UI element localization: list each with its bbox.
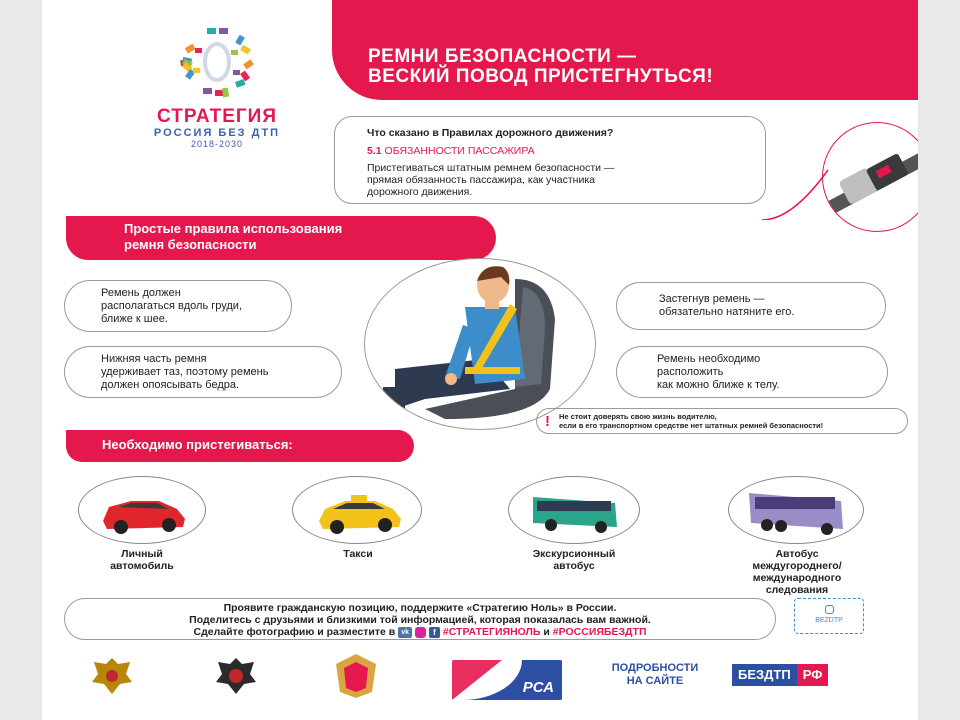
caption-car-l2: автомобиль [110,560,174,572]
logo-title: СТРАТЕГИЯ [157,106,277,127]
rules-section [367,145,733,157]
passenger-seat-icon [365,259,596,430]
tip-tighten [616,282,886,330]
warning-l2: если в его транспортном средстве нет штатных ремней безопасности! [559,421,824,430]
tip-hips-l2: удерживает таз, поэтому ремень [101,365,269,378]
qr-block[interactable] [794,598,864,634]
seatbelt-buckle-illustration [822,122,918,232]
rsa-logo [452,660,562,700]
caption-intercity-l4: следования [765,584,829,596]
footer-l3-row [65,626,775,638]
tip-hips-l3: должен опоясывать бедра. [101,378,240,391]
tip-chest [64,280,292,332]
simple-rules-heading [66,216,496,260]
more-info-l1: ПОДРОБНОСТИ [611,662,699,674]
rules-box [334,116,766,204]
tip-chest-l1: Ремень должен [101,286,181,299]
tip-tighten-l2: обязательно натяните его. [659,306,795,318]
tip-close-l1: Ремень необходимо [657,352,761,365]
passenger-illustration [364,258,596,430]
strategy-logo [122,22,312,149]
emblem-eagle-icon-1 [90,654,134,698]
rules-text-l2: прямая обязанность пассажира, как участника [367,174,595,186]
caption-excursion-l1: Экскурсионный [532,548,616,560]
rules-section-title: ОБЯЗАННОСТИ ПАССАЖИРА [384,145,535,157]
caption-intercity-l1: Автобус [775,548,819,560]
caption-intercity-l3: международного [752,572,842,584]
warning-l1: Не стоит доверять свою жизнь водителю, [559,412,717,421]
must-buckle-heading [66,430,414,462]
header-banner [332,0,918,100]
more-info[interactable] [590,662,720,688]
site-link-name: БЕЗДТП [732,664,797,686]
poster [42,0,918,720]
taxi-icon [293,477,422,544]
tip-close-to-body [616,346,888,398]
qr-instagram-icon [825,605,834,614]
vehicle-car [78,476,206,544]
purple-bus-icon [729,477,864,544]
caption-car-l1: Личный [121,548,163,560]
more-info-l2: НА САЙТЕ [626,675,684,687]
simple-rules-heading-l1: Простые правила использования [124,221,343,236]
logo-emblem-icon [122,22,312,102]
warning-icon: ! [545,412,550,430]
green-bus-icon [509,477,640,544]
rules-text-l3: дорожного движения. [367,186,473,198]
vehicle-excursion-bus [508,476,640,544]
must-buckle-heading-text: Необходимо пристегиваться: [102,437,293,452]
buckle-icon [823,123,918,232]
footer-l2: Поделитесь с друзьями и близкими той информацией, которая показалась вам важной. [189,614,651,626]
instagram-icon[interactable] [415,627,426,638]
tip-chest-l3: ближе к шее. [101,312,168,325]
red-car-icon [79,477,206,544]
hashtag-russia[interactable]: #РОССИЯБЕЗДТП [552,626,647,638]
site-link[interactable] [732,664,828,686]
site-link-zone: РФ [797,664,829,686]
rules-section-num: 5.1 [367,145,382,157]
tip-chest-l2: располагаться вдоль груди, [101,299,243,312]
logo-subtitle: РОССИЯ БЕЗ ДТП [153,127,281,139]
rsa-logo-text: РСА [522,679,554,696]
tip-tighten-l1: Застегнув ремень — [659,293,765,305]
caption-car [92,548,192,572]
vk-icon[interactable]: vk [398,627,412,638]
tip-close-l2: расположить [657,365,724,378]
emblem-eagle-icon-2 [214,654,258,698]
footer-cta [64,598,776,640]
rules-text-l1: Пристегиваться штатным ремнем безопасности — [367,162,615,174]
hashtag-strategy[interactable]: #СТРАТЕГИЯНОЛЬ [442,626,541,638]
simple-rules-heading-l2: ремня безопасности [124,237,257,252]
footer-l1: Проявите гражданскую позицию, поддержите «Стратегию Ноль» в России. [223,602,617,614]
caption-intercity-bus [732,548,862,596]
facebook-icon[interactable]: f [429,627,440,638]
caption-excursion-bus [514,548,634,572]
caption-intercity-l2: междугороднего/ [752,560,842,572]
caption-excursion-l2: автобус [553,560,595,572]
caption-taxi-l1: Такси [343,548,373,560]
header-title-line1: РЕМНИ БЕЗОПАСНОСТИ — [368,46,637,67]
gibdd-emblem-icon [332,652,380,700]
footer-l3: Сделайте фотографию и разместите в [193,626,396,638]
tip-hips-l1: Нижняя часть ремня [101,352,207,365]
logo-years: 2018-2030 [190,139,244,149]
vehicle-taxi [292,476,422,544]
connector-line [762,160,832,220]
tip-hips [64,346,342,398]
tip-close-l3: как можно ближе к телу. [657,378,780,391]
qr-label: BEZDTP [815,617,843,624]
caption-taxi [308,548,408,560]
vehicle-intercity-bus [728,476,864,544]
rules-question: Что сказано в Правилах дорожного движения? [367,127,614,139]
hashtag-and: и [543,626,550,638]
header-title-line2: ВЕСКИЙ ПОВОД ПРИСТЕГНУТЬСЯ! [368,66,714,87]
warning-note [536,408,908,434]
